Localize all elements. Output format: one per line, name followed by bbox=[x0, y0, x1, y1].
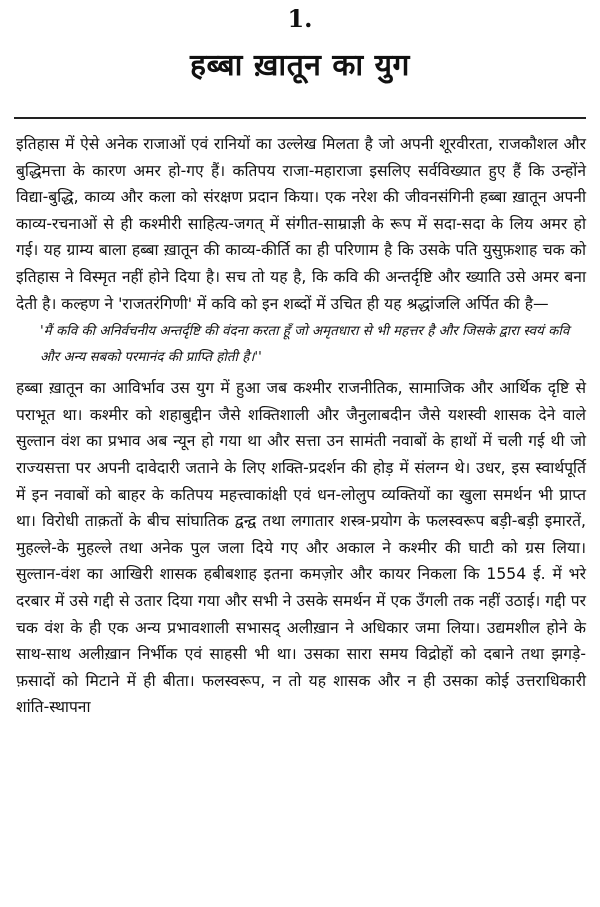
paragraph-1: इतिहास में ऐसे अनेक राजाओं एवं रानियों का उल्लेख मिलता है जो अपनी शूरवीरता, राजकौशल और बुद्धिमत्ता के कारण अमर हो-गए हैं। कतिपय राजा-महाराजा इसलिए सर्वविख्यात हुए हैं कि उन्होंने विद्या-बुद्धि, काव्य और कला को संरक्षण प्रदान किया। एक नरेश की जीवनसंगिनी हब्बा ख़ातून अपनी काव्य-रचनाओं से ही कश्मीरी साहित्य-जगत् में संगीत-साम्राज्ञी के रूप में सदा-सदा के लिय अमर हो गई। यह ग्राम्य बाला हब्बा ख़ातून की काव्य-कीर्ति का ही परिणाम है कि उसके पति युसुफ़शाह चक को इतिहास ने विस्मृत नहीं होने दिया है। सच तो यह है, कि कवि की अन्तर्दृष्टि और ख्याति उसे अमर बना देती है। कल्हण ने 'राजतरंगिणी' में कवि को इन शब्दों में उचित ही यह श्रद्धांजलि अर्पित की है— bbox=[16, 135, 586, 313]
title-divider bbox=[14, 117, 586, 119]
body-text bbox=[16, 131, 586, 721]
chapter-number: 1. bbox=[287, 4, 313, 33]
paragraph-2: हब्बा ख़ातून का आविर्भाव उस युग में हुआ जब कश्मीर राजनीतिक, सामाजिक और आर्थिक दृष्टि से पराभूत था। कश्मीर को शहाबुद्दीन जैसे शक्तिशाली और जैनुलाबदीन जैसे यशस्वी शासक देने वाले सुल्तान वंश का प्रभाव अब न्यून हो गया था और सत्ता उन सामंती नवाबों के हाथों में चली गई थी जो राज्यसत्ता पर अपनी दावेदारी जताने के लिए शक्ति-प्रदर्शन की होड़ में संलग्न थे। उधर, इस स्वार्थपूर्ति में इन नवाबों को बाहर के कतिपय महत्त्वाकांक्षी एवं धन-लोलुप व्यक्तियों का खुला समर्थन भी प्राप्त था। विरोधी ताक़तों के बीच सांघातिक द्वन्द्व तथा लगातार शस्त्र-प्रयोग के फलस्वरूप बड़ी-बड़ी इमारतें, मुहल्ले-के मुहल्ले तथा अनेक पुल जला दिये गए और अकाल ने कश्मीर की घाटी को ग्रस लिया। सुल्तान-वंश का आखिरी शासक हबीबशाह इतना कमज़ोर और कायर निकला कि 1554 ई. में भरे दरबार में उसे गद्दी से उतार दिया गया और सभी ने उसके समर्थन में एक उँगली तक नहीं उठाई। गद्दी पर चक वंश के ही एक अन्य प्रभावशाली सभासद् अलीख़ान ने अधिकार जमा लिया। उद्यमशील होने के साथ-साथ अलीख़ान निर्भीक एवं साहसी भी था। उसका सारा समय विद्रोहों को दबाने तथा झगड़े-फ़सादों को मिटाने में ही बीता। फलस्वरूप, न तो यह शासक और न ही उसका कोई उत्तराधिकारी शांति-स्थापना bbox=[16, 379, 586, 717]
block-quote: 'मैं कवि की अनिर्वचनीय अन्तर्दृष्टि की वंदना करता हूँ जो अमृतधारा से भी महत्तर है और जिसके द्वारा स्वयं कवि और अन्य सबको परमानंद की प्राप्ति होती है।'' bbox=[40, 324, 570, 366]
chapter-title: हब्बा ख़ातून का युग bbox=[190, 48, 410, 83]
